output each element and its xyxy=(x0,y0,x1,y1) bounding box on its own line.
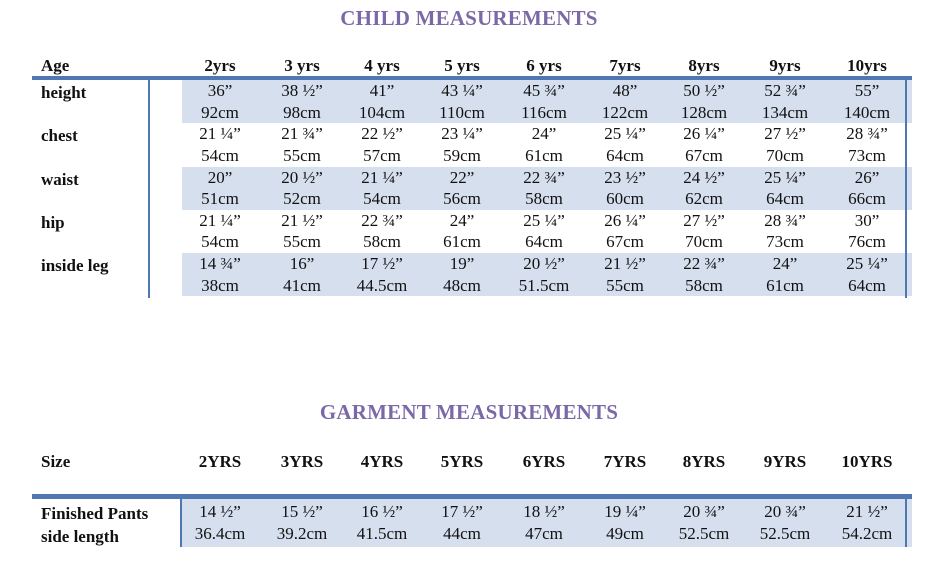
cm-value: 54cm xyxy=(201,145,239,165)
inches-value: 14 ¾” xyxy=(199,254,241,274)
measurement-cell xyxy=(504,123,584,166)
cm-value: 38cm xyxy=(201,275,239,295)
measurement-cell xyxy=(664,167,744,210)
measurement-cell xyxy=(745,123,825,166)
age-column-header: 7yrs xyxy=(609,56,641,75)
inches-value: 28 ¾” xyxy=(764,210,806,230)
cm-value: 59cm xyxy=(443,145,481,165)
cm-value: 44.5cm xyxy=(356,275,408,295)
inches-value: 36” xyxy=(207,81,233,100)
measurement-cell xyxy=(342,210,422,253)
inches-value: 20 ½” xyxy=(523,254,565,274)
inches-value: 26 ¼” xyxy=(683,124,725,144)
inches-value: 25 ¼” xyxy=(523,210,565,230)
measurement-cell xyxy=(664,210,744,253)
cm-value: 66cm xyxy=(848,189,886,209)
cm-value: 134cm xyxy=(761,102,809,122)
garment-measurement-cell xyxy=(180,501,260,545)
garment-row-finished-pants xyxy=(32,499,912,547)
measurement-cell xyxy=(827,167,907,210)
inches-value: 52 ¾” xyxy=(764,81,806,100)
cm-value: 47cm xyxy=(525,524,563,543)
inches-value: 15 ½” xyxy=(281,502,323,521)
measurement-cell xyxy=(664,80,744,123)
measurement-cell xyxy=(180,80,260,123)
inches-value: 20 ½” xyxy=(281,167,323,187)
inches-value: 17 ½” xyxy=(361,254,403,274)
garment-table-right-border xyxy=(905,499,907,547)
size-column-header: 8YRS xyxy=(682,452,726,471)
measurement-label: height xyxy=(41,83,87,102)
inches-value: 21 ½” xyxy=(281,210,323,230)
cm-value: 41.5cm xyxy=(356,524,408,543)
cm-value: 54cm xyxy=(201,232,239,252)
measurement-cell xyxy=(664,123,744,166)
inches-value: 26 ¼” xyxy=(604,210,646,230)
garment-header-row xyxy=(32,452,912,474)
measurement-cell xyxy=(180,167,260,210)
measurement-cell xyxy=(422,253,502,296)
measurement-label: chest xyxy=(41,126,78,146)
finished-pants-label xyxy=(41,502,148,548)
cm-value: 55cm xyxy=(606,275,644,295)
cm-value: 61cm xyxy=(525,145,563,165)
cm-value: 62cm xyxy=(685,189,723,209)
cm-value: 39.2cm xyxy=(276,524,328,543)
measurement-cell xyxy=(745,210,825,253)
measurement-cell xyxy=(585,210,665,253)
measurement-cell xyxy=(342,80,422,123)
measurement-cell xyxy=(504,253,584,296)
garment-measurement-cell xyxy=(664,501,744,545)
cm-value: 98cm xyxy=(283,102,321,122)
measurement-cell xyxy=(180,210,260,253)
size-column-header: 10YRS xyxy=(841,452,893,471)
cm-value: 140cm xyxy=(843,102,891,122)
measurement-cell xyxy=(262,123,342,166)
cm-value: 64cm xyxy=(848,275,886,295)
cm-value: 55cm xyxy=(283,232,321,252)
cm-value: 70cm xyxy=(685,232,723,252)
size-column-header: 4YRS xyxy=(360,452,404,471)
child-table-left-border xyxy=(148,80,150,298)
inches-value: 50 ½” xyxy=(683,81,725,100)
measurement-cell xyxy=(422,80,502,123)
inches-value: 19” xyxy=(449,254,475,274)
child-row-chest xyxy=(32,123,912,166)
cm-value: 60cm xyxy=(606,189,644,209)
size-column-header: 6YRS xyxy=(522,452,566,471)
inches-value: 21 ¼” xyxy=(199,124,241,144)
inches-value: 38 ½” xyxy=(281,81,323,100)
measurement-cell xyxy=(342,167,422,210)
cm-value: 64cm xyxy=(525,232,563,252)
measurement-cell xyxy=(585,253,665,296)
inches-value: 23 ½” xyxy=(604,167,646,187)
inches-value: 28 ¾” xyxy=(846,124,888,144)
inches-value: 16 ½” xyxy=(361,502,403,521)
child-table-right-border xyxy=(905,80,907,298)
inches-value: 24” xyxy=(449,210,475,230)
measurement-cell xyxy=(262,210,342,253)
measurement-cell xyxy=(585,80,665,123)
measurement-cell xyxy=(504,210,584,253)
inches-value: 21 ½” xyxy=(846,502,888,521)
cm-value: 73cm xyxy=(766,232,804,252)
inches-value: 22 ¾” xyxy=(523,167,565,187)
inches-value: 14 ½” xyxy=(199,502,241,521)
cm-value: 73cm xyxy=(848,145,886,165)
inches-value: 27 ½” xyxy=(683,210,725,230)
cm-value: 52.5cm xyxy=(759,524,811,543)
inches-value: 17 ½” xyxy=(441,502,483,521)
cm-value: 58cm xyxy=(363,232,401,252)
age-column-header: 2yrs xyxy=(204,56,236,75)
measurement-cell xyxy=(504,80,584,123)
cm-value: 55cm xyxy=(283,145,321,165)
child-row-hip xyxy=(32,210,912,253)
measurement-cell xyxy=(342,123,422,166)
inches-value: 19 ¼” xyxy=(604,502,646,521)
inches-value: 21 ½” xyxy=(604,254,646,274)
cm-value: 54.2cm xyxy=(841,524,893,543)
garment-measurement-cell xyxy=(342,501,422,545)
measurement-cell xyxy=(827,123,907,166)
measurement-cell xyxy=(422,210,502,253)
measurement-cell xyxy=(262,80,342,123)
measurement-cell xyxy=(504,167,584,210)
age-column-header: 5 yrs xyxy=(444,56,480,75)
age-column-header: 3 yrs xyxy=(284,56,320,75)
size-column-header: 3YRS xyxy=(280,452,324,471)
age-column-header: 4 yrs xyxy=(364,56,400,75)
garment-measurement-cell xyxy=(422,501,502,545)
cm-value: 54cm xyxy=(363,189,401,209)
age-column-header: 10yrs xyxy=(847,56,887,75)
measurement-cell xyxy=(422,123,502,166)
child-header-row xyxy=(32,54,912,76)
inches-value: 48” xyxy=(612,81,638,100)
cm-value: 70cm xyxy=(766,145,804,165)
cm-value: 67cm xyxy=(606,232,644,252)
measurement-cell xyxy=(745,253,825,296)
inches-value: 20 ¾” xyxy=(764,502,806,521)
cm-value: 61cm xyxy=(443,232,481,252)
cm-value: 116cm xyxy=(521,102,567,122)
measurement-cell xyxy=(664,253,744,296)
size-header: Size xyxy=(41,452,71,471)
measurement-label: inside leg xyxy=(41,256,109,276)
cm-value: 58cm xyxy=(685,275,723,295)
inches-value: 24” xyxy=(772,254,798,274)
cm-value: 57cm xyxy=(363,145,401,165)
inches-value: 20” xyxy=(207,167,233,187)
cm-value: 64cm xyxy=(766,189,804,209)
inches-value: 23 ¼” xyxy=(441,124,483,144)
cm-value: 110cm xyxy=(439,102,485,122)
cm-value: 41cm xyxy=(283,275,321,295)
inches-value: 16” xyxy=(289,254,315,274)
inches-value: 41” xyxy=(369,81,395,100)
garment-measurement-cell xyxy=(504,501,584,545)
inches-value: 27 ½” xyxy=(764,124,806,144)
finished-pants-label-line2: side length xyxy=(41,527,119,546)
cm-value: 67cm xyxy=(685,145,723,165)
inches-value: 30” xyxy=(854,210,880,230)
inches-value: 21 ¼” xyxy=(199,210,241,230)
child-row-inside-leg xyxy=(32,253,912,296)
inches-value: 55” xyxy=(854,81,880,100)
cm-value: 52.5cm xyxy=(678,524,730,543)
inches-value: 20 ¾” xyxy=(683,502,725,521)
size-column-header: 9YRS xyxy=(763,452,807,471)
cm-value: 51cm xyxy=(201,189,239,209)
cm-value: 92cm xyxy=(201,102,239,122)
measurement-cell xyxy=(585,123,665,166)
measurement-cell xyxy=(262,253,342,296)
age-column-header: 9yrs xyxy=(769,56,801,75)
garment-measurement-cell xyxy=(585,501,665,545)
child-measurements-title: CHILD MEASUREMENTS xyxy=(340,6,598,30)
measurement-cell xyxy=(342,253,422,296)
measurement-cell xyxy=(827,210,907,253)
inches-value: 18 ½” xyxy=(523,502,565,521)
inches-value: 21 ¾” xyxy=(281,124,323,144)
measurement-label: waist xyxy=(41,169,79,189)
inches-value: 25 ¼” xyxy=(846,254,888,274)
inches-value: 45 ¾” xyxy=(523,81,565,100)
size-column-header: 5YRS xyxy=(440,452,484,471)
garment-table-left-border xyxy=(180,499,182,547)
cm-value: 122cm xyxy=(601,102,649,122)
cm-value: 36.4cm xyxy=(194,524,246,543)
finished-pants-label-line1: Finished Pants xyxy=(41,504,149,523)
measurement-cell xyxy=(827,80,907,123)
child-measurements-table xyxy=(32,54,912,296)
inches-value: 25 ¼” xyxy=(764,167,806,187)
cm-value: 48cm xyxy=(443,275,481,295)
garment-measurement-cell xyxy=(745,501,825,545)
inches-value: 26” xyxy=(854,167,880,187)
child-row-waist xyxy=(32,167,912,210)
child-row-height xyxy=(32,80,912,123)
inches-value: 43 ¼” xyxy=(441,81,483,100)
garment-measurement-cell xyxy=(827,501,907,545)
cm-value: 58cm xyxy=(525,189,563,209)
cm-value: 51.5cm xyxy=(518,275,570,295)
measurement-cell xyxy=(422,167,502,210)
inches-value: 22 ½” xyxy=(361,124,403,144)
inches-value: 24” xyxy=(531,124,557,144)
inches-value: 22 ¾” xyxy=(361,210,403,230)
garment-measurement-cell xyxy=(262,501,342,545)
cm-value: 56cm xyxy=(443,189,481,209)
inches-value: 22” xyxy=(449,167,475,187)
inches-value: 21 ¼” xyxy=(361,167,403,187)
measurement-label: hip xyxy=(41,212,65,232)
measurement-cell xyxy=(180,123,260,166)
cm-value: 64cm xyxy=(606,145,644,165)
measurement-cell xyxy=(745,167,825,210)
garment-measurements-title: GARMENT MEASUREMENTS xyxy=(319,400,619,424)
age-column-header: 8yrs xyxy=(688,56,720,75)
cm-value: 61cm xyxy=(766,275,804,295)
inches-value: 24 ½” xyxy=(683,167,725,187)
cm-value: 104cm xyxy=(358,102,406,122)
measurement-cell xyxy=(745,80,825,123)
measurement-cell xyxy=(585,167,665,210)
cm-value: 52cm xyxy=(283,189,321,209)
size-column-header: 2YRS xyxy=(198,452,242,471)
cm-value: 44cm xyxy=(443,524,481,543)
inches-value: 25 ¼” xyxy=(604,124,646,144)
measurement-cell xyxy=(827,253,907,296)
age-column-header: 6 yrs xyxy=(526,56,562,75)
measurement-cell xyxy=(180,253,260,296)
inches-value: 22 ¾” xyxy=(683,254,725,274)
age-header: Age xyxy=(41,56,70,75)
size-column-header: 7YRS xyxy=(603,452,647,471)
cm-value: 128cm xyxy=(680,102,728,122)
cm-value: 49cm xyxy=(606,524,644,543)
measurement-cell xyxy=(262,167,342,210)
cm-value: 76cm xyxy=(848,232,886,252)
